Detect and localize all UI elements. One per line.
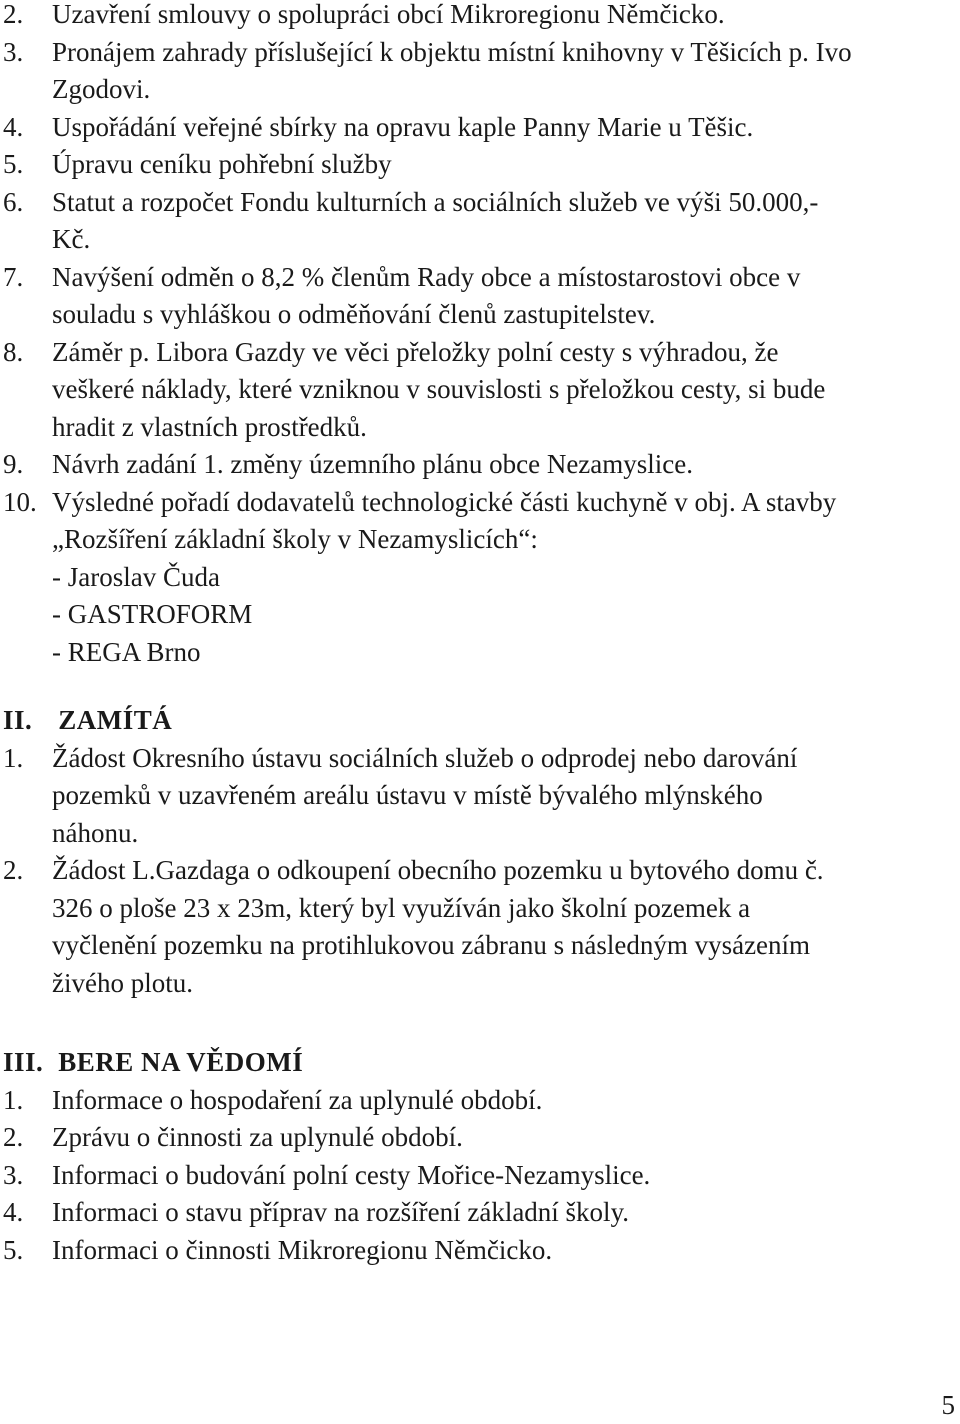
item-text-line: Žádost Okresního ústavu sociálních služeb o odprodej nebo darování: [52, 742, 798, 773]
item-text-line: veškeré náklady, které vzniknou v souvislosti s přeložkou cesty, si bude: [52, 374, 826, 404]
approved-items-section: [0, 0, 932, 671]
list-item: [0, 0, 932, 34]
section-heading-rejected: [0, 702, 932, 740]
item-text-line: Informace o hospodaření za uplynulé období.: [52, 1084, 543, 1115]
item-text-line: hradit z vlastních prostředků.: [52, 411, 367, 442]
list-item: [0, 259, 932, 334]
list-item: [0, 484, 932, 672]
list-item: [0, 740, 932, 853]
item-text-line: „Rozšíření základní školy v Nezamyslicích“:: [52, 524, 538, 554]
item-number: 9.: [3, 449, 24, 479]
item-text-line: - REGA Brno: [52, 636, 201, 667]
list-item: [0, 334, 932, 447]
item-text-line: náhonu.: [52, 817, 139, 848]
noted-section: [0, 1044, 932, 1269]
item-number: 1.: [3, 1084, 24, 1115]
item-text-line: souladu s vyhláškou o odměňování členů zastupitelstev.: [52, 299, 656, 329]
item-number: 10.: [3, 486, 37, 517]
section-title: BERE NA VĚDOMÍ: [58, 1047, 304, 1077]
item-text-line: Kč.: [52, 224, 91, 254]
item-number: 6.: [3, 186, 24, 217]
noted-items-list: [0, 1082, 932, 1270]
item-text-line: Zgodovi.: [52, 74, 151, 104]
item-number: 7.: [3, 261, 24, 292]
item-text-line: Informaci o budování polní cesty Mořice-Nezamyslice.: [52, 1159, 651, 1190]
item-text-line: Návrh zadání 1. změny územního plánu obce Nezamyslice.: [52, 449, 693, 479]
rejected-items-list: [0, 740, 932, 1003]
item-number: 2.: [3, 0, 24, 29]
item-text-line: Úpravu ceníku pohřební služby: [52, 149, 392, 179]
item-text-line: - Jaroslav Čuda: [52, 561, 220, 592]
list-item: [0, 1119, 932, 1157]
list-item: [0, 146, 932, 184]
item-text-line: Informaci o činnosti Mikroregionu Němčicko.: [52, 1234, 553, 1265]
section-title: ZAMÍTÁ: [58, 705, 173, 735]
item-text-line: živého plotu.: [52, 967, 193, 998]
item-text-line: Navýšení odměn o 8,2 % členům Rady obce a místostarostovi obce v: [52, 261, 801, 292]
list-item: [0, 1232, 932, 1270]
list-item: [0, 1194, 932, 1232]
item-number: 2.: [3, 1122, 24, 1152]
item-text-line: vyčlenění pozemku na protihlukovou zábranu s následným vysázením: [52, 930, 811, 960]
section-roman-numeral: II.: [3, 705, 33, 735]
item-text-line: Uspořádání veřejné sbírky na opravu kaple Panny Marie u Těšic.: [52, 111, 754, 142]
item-text-line: Záměr p. Libora Gazdy ve věci přeložky polní cesty s výhradou, že: [52, 336, 779, 367]
page-number: 5: [941, 1390, 955, 1420]
item-text-line: Žádost L.Gazdaga o odkoupení obecního pozemku u bytového domu č.: [52, 855, 824, 885]
item-text-line: Výsledné pořadí dodavatelů technologické části kuchyně v obj. A stavby: [52, 486, 837, 517]
list-item: [0, 852, 932, 1002]
item-text-line: 326 o ploše 23 x 23m, který byl využíván jako školní pozemek a: [52, 892, 751, 923]
item-number: 8.: [3, 336, 24, 367]
section-roman-numeral: III.: [3, 1047, 44, 1077]
item-text-line: Zprávu o činnosti za uplynulé období.: [52, 1122, 463, 1152]
item-number: 5.: [3, 1234, 24, 1265]
item-number: 1.: [3, 742, 24, 773]
item-text-line: Uzavření smlouvy o spolupráci obcí Mikroregionu Němčicko.: [52, 0, 725, 29]
item-text-line: - GASTROFORM: [52, 599, 253, 629]
item-number: 4.: [3, 111, 24, 142]
approved-items-list: [0, 0, 932, 671]
section-heading-noted: [0, 1044, 932, 1082]
rejected-section: [0, 702, 932, 1002]
list-item: [0, 1082, 932, 1120]
item-text-line: pozemků v uzavřeném areálu ústavu v místě bývalého mlýnského: [52, 780, 763, 810]
item-text-line: Pronájem zahrady příslušející k objektu místní knihovny v Těšicích p. Ivo: [52, 36, 852, 67]
item-text-line: Informaci o stavu příprav na rozšíření základní školy.: [52, 1197, 630, 1227]
list-item: [0, 184, 932, 259]
list-item: [0, 1157, 932, 1195]
item-number: 3.: [3, 1159, 24, 1190]
list-item: [0, 34, 932, 109]
item-number: 4.: [3, 1197, 24, 1227]
list-item: [0, 109, 932, 147]
item-number: 2.: [3, 855, 24, 885]
item-text-line: Statut a rozpočet Fondu kulturních a sociálních služeb ve výši 50.000,-: [52, 186, 819, 217]
item-number: 5.: [3, 149, 24, 179]
list-item: [0, 446, 932, 484]
item-number: 3.: [3, 36, 24, 67]
